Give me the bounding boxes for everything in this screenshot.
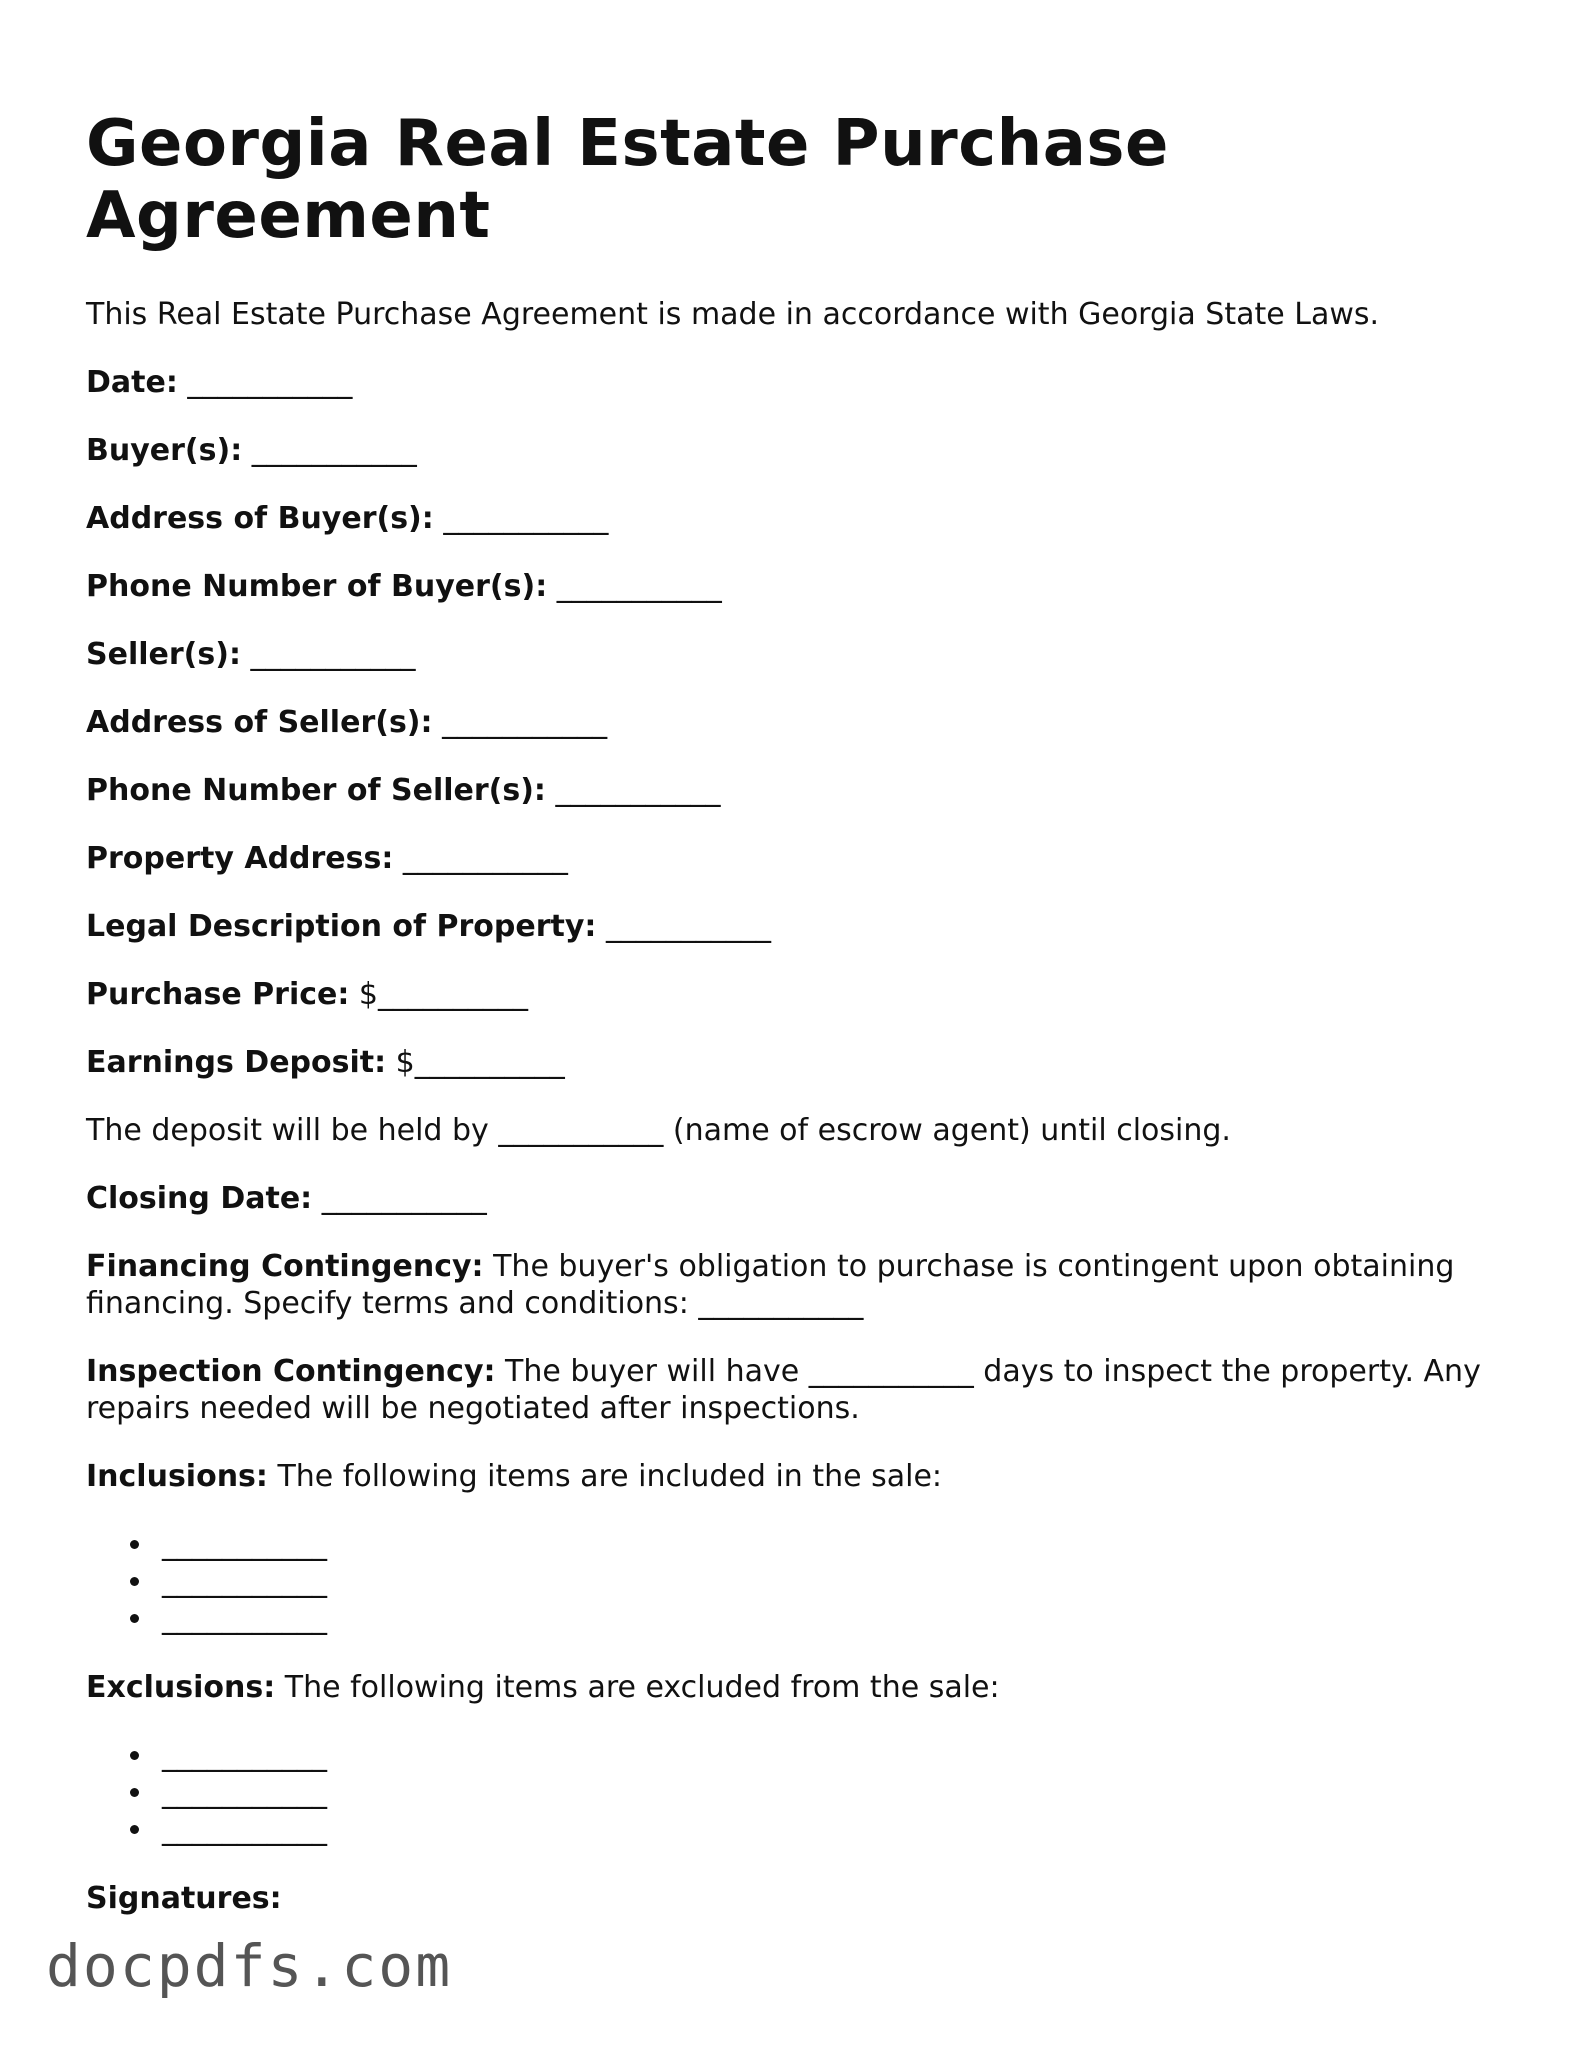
field-blank[interactable]: $__________ xyxy=(358,977,529,1012)
field-label: Closing Date: xyxy=(86,1181,313,1216)
field-label: Property Address: xyxy=(86,841,394,876)
field-label: Date: xyxy=(86,365,178,400)
inclusions-heading: Inclusions: The following items are included in the sale: xyxy=(86,1459,943,1494)
section-label: Inspection Contingency: xyxy=(86,1354,496,1389)
section-label: Inclusions: xyxy=(86,1459,268,1494)
field-buyers xyxy=(86,432,1506,469)
field-label: Phone Number of Seller(s): xyxy=(86,773,546,808)
field-label: Legal Description of Property: xyxy=(86,909,597,944)
field-purchase-price xyxy=(86,976,1506,1013)
field-sellers xyxy=(86,636,1506,673)
field-blank[interactable]: ___________ xyxy=(442,705,608,740)
field-blank[interactable]: $__________ xyxy=(395,1045,565,1080)
watermark-logo: docpdfs.com xyxy=(46,1932,453,2000)
field-seller-phone xyxy=(86,772,1506,809)
document-title: Georgia Real Estate Purchase Agreement xyxy=(86,107,1169,253)
list-item[interactable]: ___________ xyxy=(162,1563,1506,1600)
field-blank[interactable]: ___________ xyxy=(605,909,771,944)
field-label: Buyer(s): xyxy=(86,433,243,468)
section-label: Exclusions: xyxy=(86,1670,276,1705)
deposit-paragraph: The deposit will be held by ___________ (name of escrow agent) until closing. xyxy=(86,1113,1231,1148)
field-blank[interactable]: ___________ xyxy=(187,365,353,400)
field-label: Address of Buyer(s): xyxy=(86,501,434,536)
intro-paragraph: This Real Estate Purchase Agreement is made in accordance with Georgia State Laws. xyxy=(86,297,1380,332)
field-blank[interactable]: ___________ xyxy=(443,501,609,536)
list-item[interactable]: ___________ xyxy=(162,1774,1506,1811)
financing-terms-blank[interactable]: ___________ xyxy=(698,1286,864,1321)
field-label: Purchase Price: xyxy=(86,977,350,1012)
list-item[interactable]: ___________ xyxy=(162,1737,1506,1774)
list-item[interactable]: ___________ xyxy=(162,1526,1506,1563)
list-item[interactable]: ___________ xyxy=(162,1600,1506,1637)
field-legal-description xyxy=(86,908,1506,945)
escrow-agent-blank[interactable]: ___________ xyxy=(498,1113,664,1148)
field-label: Phone Number of Buyer(s): xyxy=(86,569,548,604)
field-buyer-phone xyxy=(86,568,1506,605)
field-closing-date xyxy=(86,1180,1506,1217)
field-label: Address of Seller(s): xyxy=(86,705,433,740)
exclusions-list xyxy=(86,1737,1506,1848)
list-item[interactable]: ___________ xyxy=(162,1811,1506,1848)
field-blank[interactable]: ___________ xyxy=(556,569,722,604)
field-blank[interactable]: ___________ xyxy=(251,433,417,468)
field-blank[interactable]: ___________ xyxy=(402,841,568,876)
inclusions-list xyxy=(86,1526,1506,1637)
inspection-days-blank[interactable]: ___________ xyxy=(808,1354,974,1389)
field-buyer-address xyxy=(86,500,1506,537)
field-earnings-deposit xyxy=(86,1044,1506,1081)
signatures-heading xyxy=(86,1880,1506,1917)
field-property-address xyxy=(86,840,1506,877)
exclusions-heading: Exclusions: The following items are excluded from the sale: xyxy=(86,1670,1000,1705)
financing-contingency: Financing Contingency: The buyer's obligation to purchase is contingent upon obtaining financing. Specify terms and conditions: ___________ xyxy=(86,1249,1455,1321)
document-page xyxy=(86,108,1506,1948)
field-date xyxy=(86,364,1506,401)
field-label: Earnings Deposit: xyxy=(86,1045,387,1080)
field-blank[interactable]: ___________ xyxy=(250,637,416,672)
field-seller-address xyxy=(86,704,1506,741)
field-blank[interactable]: ___________ xyxy=(555,773,721,808)
field-blank[interactable]: ___________ xyxy=(321,1181,487,1216)
section-label: Financing Contingency: xyxy=(86,1249,484,1284)
section-label: Signatures: xyxy=(86,1881,282,1916)
field-label: Seller(s): xyxy=(86,637,241,672)
inspection-contingency: Inspection Contingency: The buyer will have ___________ days to inspect the property. Any repairs needed will be negotiated after inspections. xyxy=(86,1354,1481,1426)
